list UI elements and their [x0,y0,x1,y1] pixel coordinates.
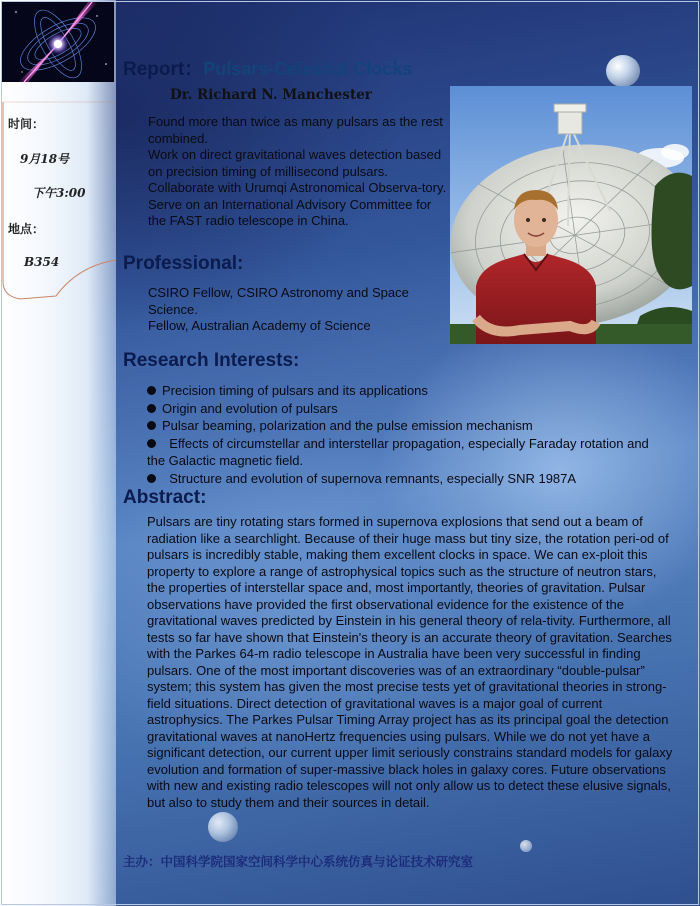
interest-text: Structure and evolution of supernova remnants, especially SNR 1987A [162,470,577,486]
report-topic: Pulsars-Celestial Clocks [203,59,413,79]
professional-item: CSIRO Fellow, CSIRO Astronomy and Space Science. [148,285,409,317]
achievements-list [148,114,448,230]
interest-item [147,382,657,400]
interest-item [147,435,660,470]
report-label: Report： [123,59,204,80]
research-interests-heading: Research Interests: [123,350,300,371]
interest-item [147,470,657,488]
planet-decoration [606,55,640,87]
interest-text: Origin and evolution of pulsars [162,400,338,416]
achievement-item: Work on direct gravitational waves detection based on precision timing of millisecond pulsars. [148,147,442,179]
event-date: 9月18号 [20,152,70,166]
interest-item [147,417,657,435]
event-room: B354 [24,255,60,269]
time-label: 时间： [8,117,45,131]
event-time: 下午3:00 [32,186,86,200]
planet-decoration [208,812,238,842]
interest-item [147,400,657,418]
professional-item: Fellow, Australian Academy of Science [148,318,371,333]
achievement-item: Collaborate with Urumqi Astronomical Observa-tory. [148,180,447,195]
bullet-icon [147,474,156,483]
left-strip [0,0,116,906]
abstract-heading: Abstract: [123,487,207,508]
bullet-icon [147,439,156,448]
speaker-name: Dr. Richard N. Manchester [170,87,372,103]
place-label: 地点： [8,222,45,236]
professional-heading: Professional: [123,253,244,274]
achievement-item: Serve on an International Advisory Committee for the FAST radio telescope in China. [148,196,432,228]
professional-list [148,285,448,335]
achievement-item: Found more than twice as many pulsars as the rest combined. [148,114,443,146]
bullet-icon [147,421,156,430]
event-info-panel [2,100,114,300]
pulsar-illustration [2,2,114,82]
bullet-icon [147,386,156,395]
bullet-icon [147,404,156,413]
speaker-photo-with-radio-telescope [450,86,692,344]
report-title [123,54,412,81]
interest-text: Pulsar beaming, polarization and the pulse emission mechanism [162,418,533,433]
interest-text: Effects of circumstellar and interstellar propagation, especially Faraday rotation and the Galactic magnetic field. [147,435,660,468]
research-interests-list [147,382,660,487]
planet-decoration [520,840,532,852]
interest-text: Precision timing of pulsars and its applications [162,383,428,398]
abstract-text: Pulsars are tiny rotating stars formed in supernova explosions that send out a beam of radiation like a searchlight. Because of their huge mass but tiny size, the rotation peri-od of pulsars is incredibly stable, making them excellent clocks in space. We can ex-ploit this property to explore a range of astrophysical topics such as the structure of neutron stars, the properties of interstellar space and, most importantly, theories of gravitation. Pulsar observations have provided the first observational evidence for the existence of the gravitational waves predicted by Einstein in his general theory of rela-tivity. Furthermore, all tests so far have shown that Einstein's theory is an accurate theory of gravitation. Searches with the Parkes 64-m radio telescope in Australia have been very successful in finding pulsars. One of the most important discoveries was of an extraordinary “double-pulsar” system; this system has given the most precise tests yet of gravitational theories in strong-field situations. Direct detection of gravitational waves is a major goal of current astrophysics. The Parkes Pulsar Timing Array project has as its principal goal the detection gravitational waves at nanoHertz frequencies using pulsars. While we do not yet have a significant detection, our current upper limit seriously constrains standard models for galaxy evolution and formation of super-massive black holes in galaxy cores. Future observations with new and existing radio telescopes will not only allow us to detect these elusive signals, but also to study them and their sources in detail. [147,514,673,810]
organizer-footer: 主办：中国科学院国家空间科学中心系统仿真与论证技术研究室 [123,854,474,869]
